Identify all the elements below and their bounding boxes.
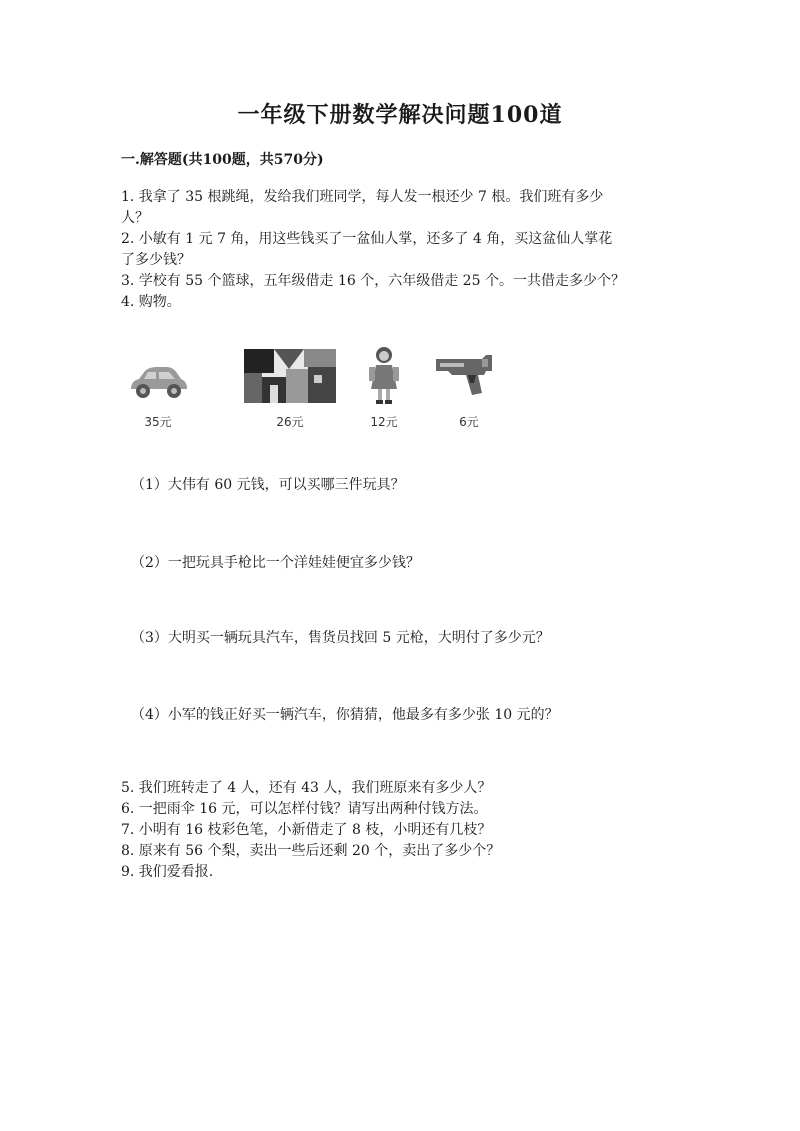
subquestion-2: （2）一把玩具手枪比一个洋娃娃便宜多少钱？ (131, 555, 420, 571)
question-9: 9. 我们爱看报. (121, 864, 214, 880)
question-8: 8. 原来有 56 个梨，卖出一些后还剩 20 个，卖出了多少个？ (121, 843, 501, 859)
toy-price-row (121, 345, 541, 435)
subquestion-3: （3）大明买一辆玩具汽车，售货员找回 5 元枪，大明付了多少元？ (131, 630, 550, 646)
toy-gun-price: 6元 (459, 415, 479, 429)
subquestion-1: （1）大伟有 60 元钱，可以买哪三件玩具？ (131, 477, 405, 493)
question-4: 4. 购物。 (121, 294, 181, 310)
doll-price: 12元 (370, 415, 398, 429)
question-2-line-2: 了多少钱？ (121, 252, 191, 268)
building-blocks-price: 26元 (276, 415, 304, 429)
page-title: 一年级下册数学解决问题100道 (237, 102, 563, 128)
question-3: 3. 学校有 55 个篮球，五年级借走 16 个，六年级借走 25 个。一共借走多少个？ (121, 273, 625, 289)
question-6: 6. 一把雨伞 16 元，可以怎样付钱？请写出两种付钱方法。 (121, 801, 488, 817)
toy-car-icon (127, 363, 189, 401)
question-7: 7. 小明有 16 枝彩色笔，小新借走了 8 枝，小明还有几枝？ (121, 822, 492, 838)
question-1-line-2: 人？ (121, 210, 149, 226)
question-2-line-1: 2. 小敏有 1 元 7 角，用这些钱买了一盆仙人掌，还多了 4 角，买这盆仙人掌花 (121, 231, 613, 247)
toy-car-price: 35元 (144, 415, 172, 429)
subquestion-4: （4）小军的钱正好买一辆汽车，你猜猜，他最多有多少张 10 元的？ (131, 707, 559, 723)
doll-icon (367, 345, 401, 405)
section-heading: 一.解答题(共100题，共570分) (121, 152, 324, 168)
building-blocks-icon (244, 349, 336, 403)
question-1-line-1: 1. 我拿了 35 根跳绳，发给我们班同学，每人发一根还少 7 根。我们班有多少 (121, 189, 604, 205)
question-5: 5. 我们班转走了 4 人，还有 43 人，我们班原来有多少人？ (121, 780, 492, 796)
toy-gun-icon (434, 353, 504, 397)
